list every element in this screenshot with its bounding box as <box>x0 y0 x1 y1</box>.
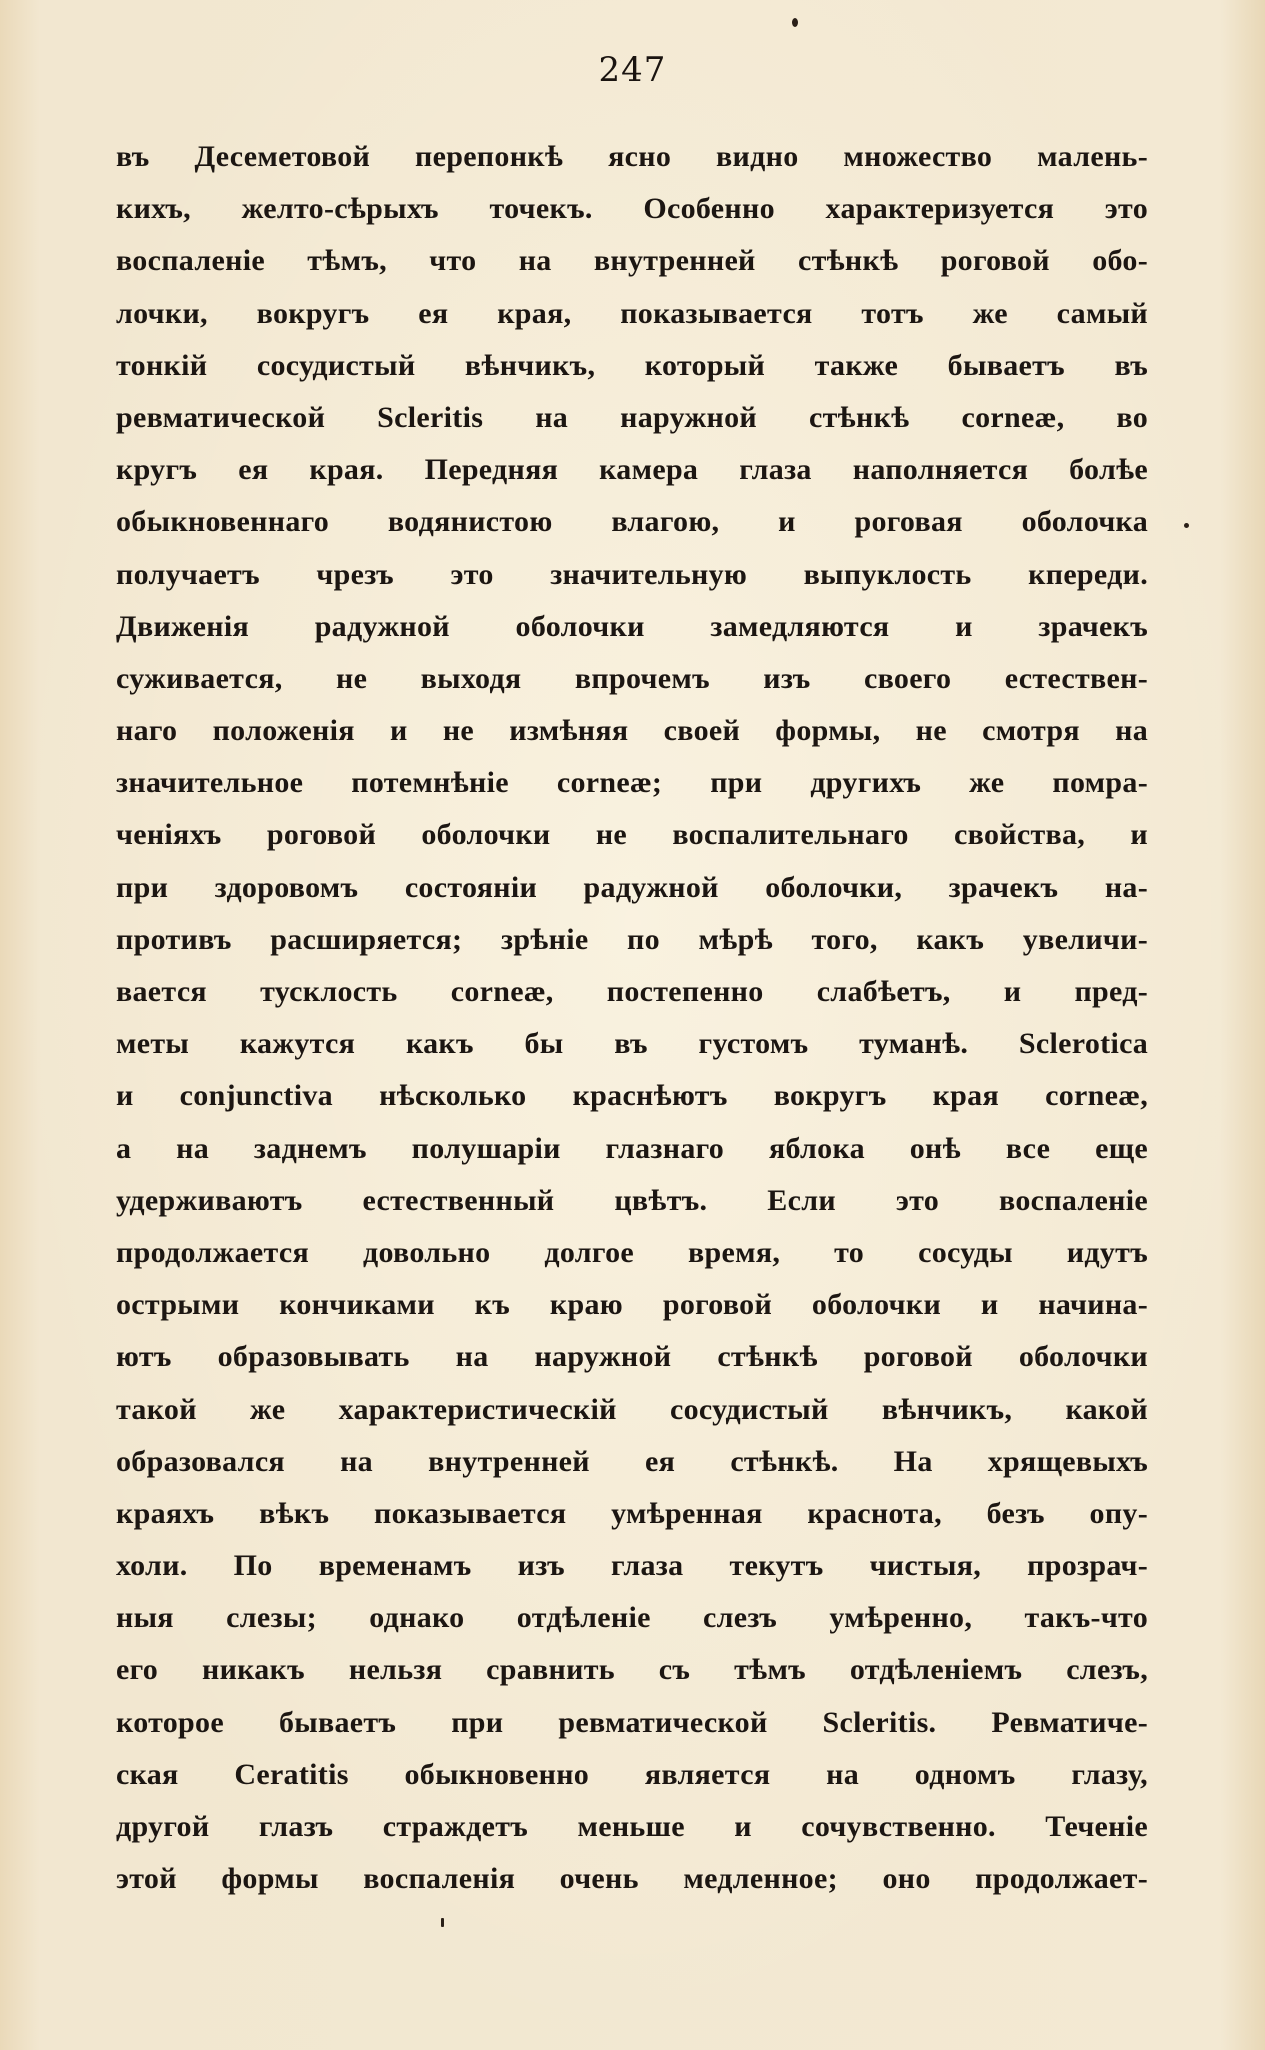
text-line: ревматической Scleritis на наружной стѣнкѣ corneæ, во <box>116 400 1148 434</box>
text-line: меты кажутся какъ бы въ густомъ туманѣ. Sclerotica <box>116 1027 1148 1061</box>
text-line: кихъ, желто-сѣрыхъ точекъ. Особенно характеризуется это <box>116 192 1148 226</box>
text-line: а на заднемъ полушаріи глазнаго яблока онѣ все еще <box>116 1131 1148 1165</box>
text-line: наго положенія и не измѣняя своей формы, не смотря на <box>116 714 1148 748</box>
text-line: острыми кончиками къ краю роговой оболочки и начина- <box>116 1288 1148 1322</box>
text-line: въ Десеметовой перепонкѣ ясно видно множество малень- <box>116 140 1148 173</box>
text-line: которое бываетъ при ревматической Scleritis. Ревматиче- <box>116 1705 1148 1739</box>
text-line: значительное потемнѣніе corneæ; при другихъ же помра- <box>116 766 1148 800</box>
text-line: удерживаютъ естественный цвѣтъ. Если это воспаленіе <box>116 1183 1148 1217</box>
text-line: и conjunctiva нѣсколько краснѣютъ вокругъ края corneæ, <box>116 1079 1148 1113</box>
text-line: суживается, не выходя впрочемъ изъ своего естествен- <box>116 661 1148 695</box>
text-line: вается тусклость corneæ, постепенно слабѣетъ, и пред- <box>116 975 1148 1008</box>
text-line: другой глазъ страждетъ меньше и сочувственно. Теченіе <box>116 1810 1148 1843</box>
text-line: холи. По временамъ изъ глаза текутъ чистыя, прозрач- <box>116 1549 1148 1583</box>
text-line: этой формы воспаленія очень медленное; оно продолжает- <box>116 1862 1148 1896</box>
text-line: обыкновеннаго водянистою влагою, и роговая оболочка <box>116 505 1148 539</box>
ink-speck <box>792 18 798 27</box>
text-line: такой же характеристическій сосудистый вѣнчикъ, какой <box>116 1392 1148 1426</box>
text-line: противъ расширяется; зрѣніе по мѣрѣ того, какъ увеличи- <box>116 922 1148 956</box>
text-line: Движенія радужной оболочки замедляются и зрачекъ <box>116 609 1148 643</box>
text-line: ютъ образовывать на наружной стѣнкѣ роговой оболочки <box>116 1340 1148 1374</box>
text-line: получаетъ чрезъ это значительную выпуклость кпереди. <box>116 557 1148 591</box>
text-line: краяхъ вѣкъ показывается умѣренная краснота, безъ опу- <box>116 1496 1148 1530</box>
text-line: воспаленіе тѣмъ, что на внутренней стѣнкѣ роговой обо- <box>116 244 1148 278</box>
text-line: тонкій сосудистый вѣнчикъ, который также бываетъ въ <box>116 348 1148 382</box>
ink-speck <box>441 1918 444 1927</box>
text-line: кругъ ея края. Передняя камера глаза наполняется болѣе <box>116 453 1148 487</box>
text-line: ныя слезы; однако отдѣленіе слезъ умѣренно, такъ-что <box>116 1601 1148 1635</box>
text-line: его никакъ нельзя сравнить съ тѣмъ отдѣленіемъ слезъ, <box>116 1653 1148 1687</box>
text-line: при здоровомъ состояніи радужной оболочки, зрачекъ на- <box>116 870 1148 904</box>
text-line: образовался на внутренней ея стѣнкѣ. На хрящевыхъ <box>116 1444 1148 1478</box>
text-line: ченіяхъ роговой оболочки не воспалительнаго свойства, и <box>116 818 1148 852</box>
text-line: лочки, вокругъ ея края, показывается тотъ же самый <box>116 296 1148 330</box>
text-line: ская Ceratitis обыкновенно является на одномъ глазу, <box>116 1757 1148 1791</box>
page-number: 247 <box>598 50 667 90</box>
body-text <box>116 131 1148 1905</box>
ink-speck <box>1184 523 1189 528</box>
text-line: продолжается довольно долгое время, то сосуды идутъ <box>116 1235 1148 1269</box>
